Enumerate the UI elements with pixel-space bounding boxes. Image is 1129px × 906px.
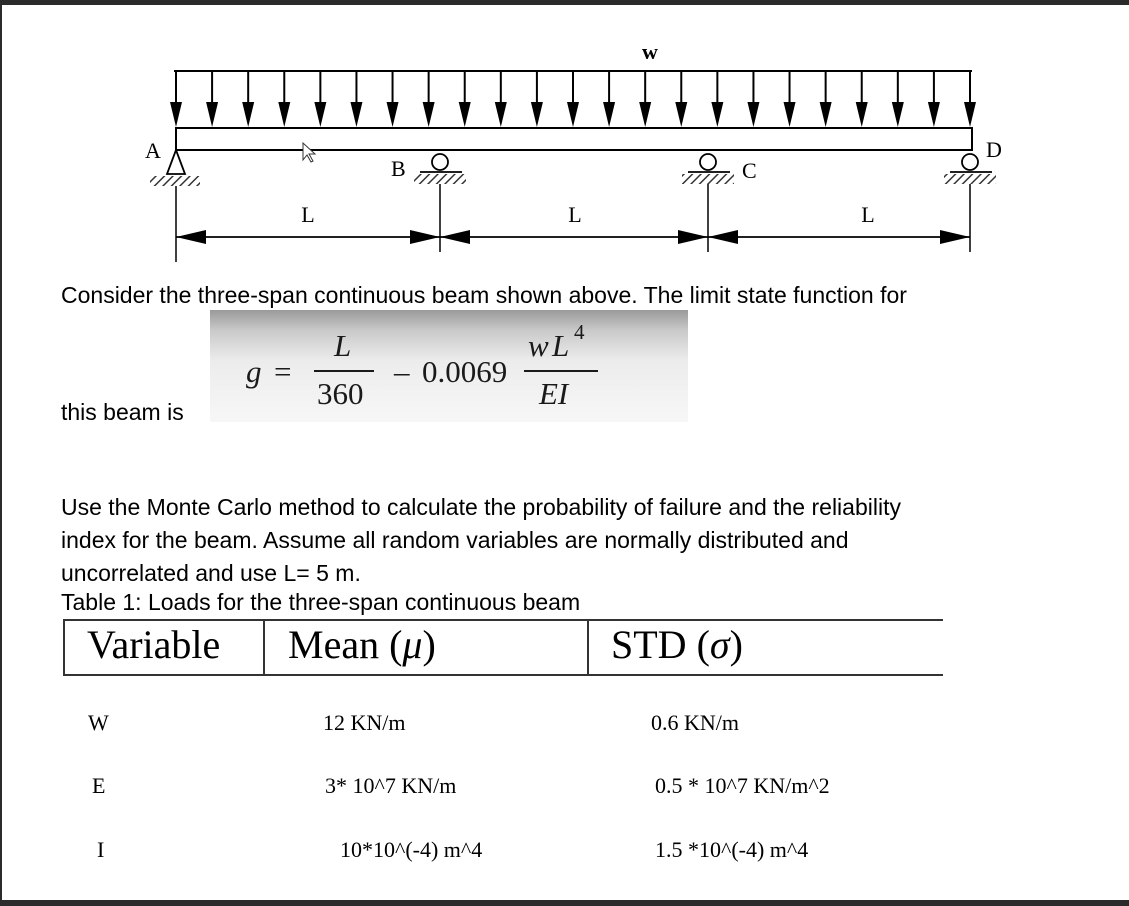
load-arrow bbox=[242, 71, 254, 127]
header-std: STD (σ) bbox=[611, 622, 743, 667]
limit-state-equation bbox=[210, 310, 688, 422]
task-line-3: uncorrelated and use L= 5 m. bbox=[61, 560, 361, 586]
header-mean-label: Mean bbox=[288, 622, 380, 667]
span-label-2: L bbox=[568, 202, 582, 227]
beam bbox=[176, 128, 972, 150]
load-arrow bbox=[964, 71, 976, 127]
table-left-border bbox=[63, 619, 65, 675]
eq-frac1-num: L bbox=[334, 328, 352, 363]
support-d-label: D bbox=[986, 137, 1002, 162]
support-a-label: A bbox=[145, 138, 161, 163]
dim-span-1 bbox=[176, 230, 440, 244]
eq-lhs: g bbox=[246, 354, 262, 389]
span-label-1: L bbox=[301, 202, 315, 227]
support-b-label: B bbox=[391, 156, 406, 181]
row-e-variable: E bbox=[92, 773, 106, 798]
intro-text-cont: this beam is bbox=[61, 399, 184, 425]
support-c-label: C bbox=[742, 158, 757, 183]
load-arrow bbox=[314, 71, 326, 127]
load-arrow bbox=[856, 71, 868, 127]
eq-minus: – bbox=[394, 354, 410, 389]
span-label-3: L bbox=[861, 202, 875, 227]
header-mean-symbol: μ bbox=[402, 622, 423, 667]
eq-frac2-num-exp: 4 bbox=[574, 320, 585, 344]
intro-text: Consider the three-span continuous beam shown above. The limit state function for bbox=[61, 282, 907, 308]
support-b-roller bbox=[414, 154, 466, 184]
eq-frac2-num-w: w bbox=[528, 328, 549, 363]
load-arrow bbox=[603, 71, 615, 127]
header-std-label: STD bbox=[611, 622, 687, 667]
load-arrow bbox=[784, 71, 796, 127]
load-arrow bbox=[350, 71, 362, 127]
load-arrow bbox=[639, 71, 651, 127]
load-arrow bbox=[747, 71, 759, 127]
eq-frac2-num-L: L bbox=[552, 328, 570, 363]
load-arrow bbox=[531, 71, 543, 127]
load-arrow bbox=[820, 71, 832, 127]
dim-span-2 bbox=[440, 230, 708, 244]
support-c-roller bbox=[682, 154, 734, 184]
row-w-mean: 12 KN/m bbox=[323, 710, 406, 735]
load-arrow bbox=[387, 71, 399, 127]
load-arrow bbox=[459, 71, 471, 127]
task-text bbox=[61, 491, 901, 590]
load-label: w bbox=[642, 39, 658, 64]
eq-equals: = bbox=[274, 354, 292, 389]
row-i-mean: 10*10^(-4) m^4 bbox=[340, 837, 483, 862]
row-e-mean: 3* 10^7 KN/m bbox=[325, 773, 457, 798]
header-std-symbol: σ bbox=[709, 622, 730, 667]
table-divider-1 bbox=[263, 619, 265, 675]
table-divider-2 bbox=[587, 619, 589, 675]
table-header-rule bbox=[63, 674, 943, 676]
dim-span-3 bbox=[708, 230, 970, 244]
eq-frac1-den: 360 bbox=[317, 376, 364, 411]
table-caption: Table 1: Loads for the three-span continuous beam bbox=[61, 589, 581, 615]
row-w-std: 0.6 KN/m bbox=[651, 710, 739, 735]
eq-frac2-bar bbox=[524, 370, 598, 372]
header-mean: Mean (μ) bbox=[288, 622, 436, 667]
load-arrow bbox=[928, 71, 940, 127]
load-arrow bbox=[567, 71, 579, 127]
load-arrow bbox=[278, 71, 290, 127]
load-arrow bbox=[675, 71, 687, 127]
load-arrow bbox=[170, 71, 182, 127]
eq-frac1-bar bbox=[314, 370, 374, 372]
header-variable: Variable bbox=[87, 622, 221, 667]
load-arrow bbox=[423, 71, 435, 127]
eq-coef: 0.0069 bbox=[422, 354, 508, 389]
distributed-load-arrows bbox=[170, 71, 976, 127]
row-i-variable: I bbox=[97, 837, 105, 862]
task-line-1: Use the Monte Carlo method to calculate the probability of failure and the reliability bbox=[61, 494, 901, 520]
window-bottom-border bbox=[0, 900, 1129, 906]
task-line-2: index for the beam. Assume all random variables are normally distributed and bbox=[61, 527, 849, 553]
load-arrow bbox=[206, 71, 218, 127]
load-arrow bbox=[892, 71, 904, 127]
beam-diagram bbox=[0, 0, 1129, 275]
eq-frac2-den: EI bbox=[539, 376, 569, 411]
row-w-variable: W bbox=[88, 710, 109, 735]
load-arrow bbox=[711, 71, 723, 127]
row-i-std: 1.5 *10^(-4) m^4 bbox=[655, 837, 809, 862]
row-e-std: 0.5 * 10^7 KN/m^2 bbox=[655, 773, 830, 798]
load-arrow bbox=[495, 71, 507, 127]
